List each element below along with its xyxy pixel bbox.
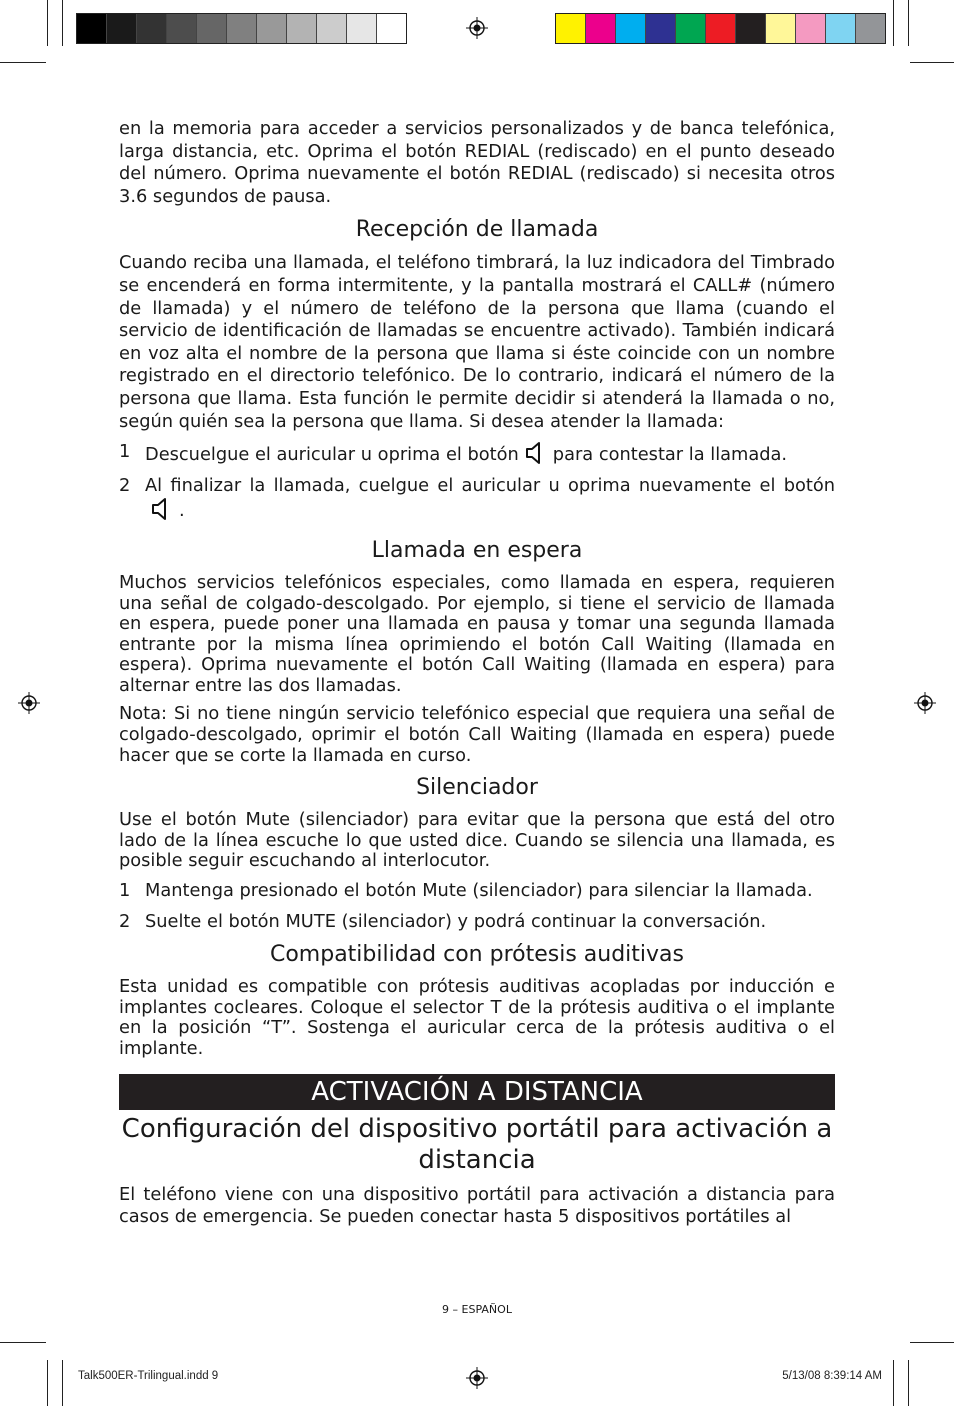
page-number: 9 – ESPAÑOL (442, 1303, 512, 1316)
intro-paragraph: en la memoria para acceder a servicios personalizados y de banca telefónica, larga distancia, etc. Oprima el botón REDIAL (rediscado) en el punto deseado del número. Oprima nuevamente el botón REDIAL (rediscado) si necesita otros 3.6 segundos de pausa. (119, 118, 835, 207)
gray-swatch (347, 14, 377, 43)
crop-mark (0, 1342, 46, 1343)
step-text-after: para contestar la llamada. (552, 444, 788, 466)
list-item (119, 880, 835, 903)
crop-mark (47, 1360, 48, 1406)
step-text: Suelte el botón MUTE (silenciador) y podrá continuar la conversación. (145, 910, 767, 932)
process-color-bar (555, 13, 886, 44)
step-number: 1 (119, 441, 131, 463)
silenciador-paragraph: Use el botón Mute (silenciador) para evitar que la persona que está del otro lado de la línea escuche lo que usted dice. Cuando se silencia una llamada, es posible seguir escuchando al interlocutor. (119, 809, 835, 872)
gray-swatch (137, 14, 167, 43)
gray-swatch (317, 14, 347, 43)
gray-swatch (377, 14, 406, 43)
color-swatch (616, 14, 646, 43)
step-text-before: Al finalizar la llamada, cuelgue el auricular u oprima nuevamente el botón (145, 474, 835, 496)
color-swatch (676, 14, 706, 43)
color-swatch (736, 14, 766, 43)
color-swatch (856, 14, 885, 43)
color-swatch (646, 14, 676, 43)
color-swatch (706, 14, 736, 43)
list-item (119, 441, 835, 467)
crop-mark (62, 0, 63, 46)
section-heading-silenciador: Silenciador (416, 775, 538, 801)
config-paragraph: El teléfono viene con una dispositivo portátil para activación a distancia para casos de emergencia. Se pueden conectar hasta 5 dispositivos portátiles al (119, 1183, 835, 1227)
recepcion-paragraph: Cuando reciba una llamada, el teléfono timbrará, la luz indicadora del Timbrado se encenderá en forma intermitente, y la pantalla mostrará el CALL# (número de llamada) y el número de teléfono de la persona que llama (cuando el servicio de identificación de llamadas se encuentre activado). También indicará en voz alta el nombre de la persona que llama si éste coincide con un nombre registrado en el directorio telefónico. De lo contrario, indicará el número de la persona que llama. Esta función le permite decidir si atenderá la llamada o no, según quién sea la persona que llama. Si desea atender la llamada: (119, 252, 835, 432)
crop-mark (908, 0, 909, 46)
crop-mark (893, 1360, 894, 1406)
step-text: Mantenga presionado el botón Mute (silenciador) para silenciar la llamada. (145, 880, 813, 902)
step-text (145, 441, 835, 467)
recepcion-steps (119, 441, 835, 523)
crop-mark (910, 1342, 954, 1343)
crop-mark (0, 62, 46, 63)
section-heading-recepcion: Recepción de llamada (355, 217, 599, 243)
crop-mark (47, 0, 48, 46)
gray-swatch (167, 14, 197, 43)
gray-swatch (197, 14, 227, 43)
registration-mark-icon (914, 692, 936, 714)
crop-mark (62, 1360, 63, 1406)
step-text-before: Descuelgue el auricular u oprima el botón (145, 444, 519, 466)
step-number: 1 (119, 880, 131, 902)
espera-note: Nota: Si no tiene ningún servicio telefónico especial que requiera una señal de colgado-descolgado, oprimir el botón Call Waiting (llamada en espera) puede hacer que se corte la llamada en curso. (119, 703, 835, 766)
section-heading-protesis: Compatibilidad con prótesis auditivas (269, 942, 684, 968)
color-swatch (586, 14, 616, 43)
crop-mark (910, 62, 954, 63)
list-item (119, 911, 835, 934)
registration-mark-icon (466, 1367, 488, 1389)
page-title: Configuración del dispositivo portátil para activación a distancia (121, 1113, 833, 1175)
registration-mark-icon (18, 692, 40, 714)
espera-paragraph: Muchos servicios telefónicos especiales, como llamada en espera, requieren una señal de colgado-descolgado. Por ejemplo, si tiene el servicio de llamada en espera, puede poner una llamada en pausa y tomar una segunda llamada entrante por la misma línea oprimiendo el botón Call Waiting (llamada en espera). Oprima nuevamente el botón Call Waiting (llamada en espera) para alternar entre las dos llamadas. (119, 571, 835, 696)
crop-mark (908, 1360, 909, 1406)
gray-swatch (257, 14, 287, 43)
slug-filename: Talk500ER-Trilingual.indd 9 (78, 1370, 219, 1382)
document-page (119, 118, 835, 1236)
gray-swatch (287, 14, 317, 43)
list-item (119, 475, 835, 523)
step-text-after: . (179, 500, 185, 522)
color-swatch (796, 14, 826, 43)
gray-swatch (77, 14, 107, 43)
color-swatch (766, 14, 796, 43)
protesis-paragraph: Esta unidad es compatible con prótesis auditivas acopladas por inducción e implantes cocleares. Coloque el selector T de la prótesis auditiva o el implante en la posición “T”. Sostenga el auricular cerca de la prótesis auditiva o el implante. (119, 976, 835, 1059)
color-swatch (556, 14, 586, 43)
color-swatch (826, 14, 856, 43)
step-number: 2 (119, 910, 131, 932)
slug-timestamp: 5/13/08 8:39:14 AM (782, 1370, 882, 1382)
silenciador-steps (119, 880, 835, 933)
section-banner: ACTIVACIÓN A DISTANCIA (119, 1074, 835, 1110)
gray-swatch (107, 14, 137, 43)
speaker-icon (151, 497, 173, 521)
section-heading-espera: Llamada en espera (371, 537, 583, 563)
speaker-icon (525, 441, 547, 465)
step-text (145, 475, 835, 523)
crop-mark (893, 0, 894, 46)
gray-swatch (227, 14, 257, 43)
registration-mark-icon (466, 17, 488, 39)
gray-color-bar (76, 13, 407, 44)
step-number: 2 (119, 474, 131, 496)
